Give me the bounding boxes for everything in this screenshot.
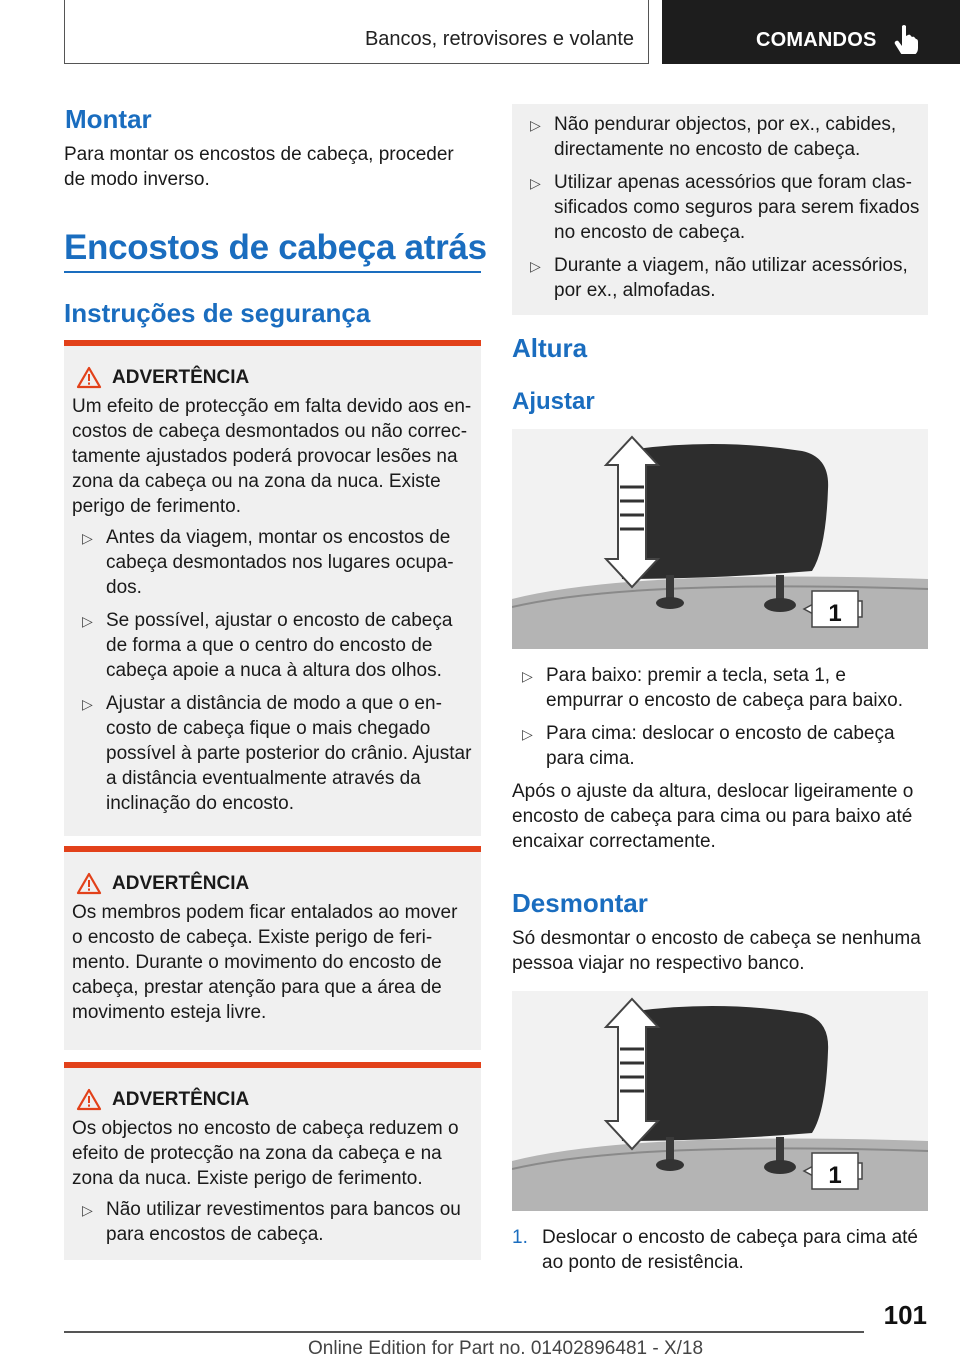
page-number: 101 — [883, 1300, 927, 1330]
triangle-bullet-icon: ▷ — [522, 668, 533, 684]
pointing-hand-icon — [894, 24, 920, 54]
safety-heading: Instruções de segurança — [64, 298, 371, 328]
list-item: ▷ Se possível, ajustar o encosto de cabeça de forma a que o centro do encosto de cabeça apoie a nuca à altura dos olhos. — [82, 610, 453, 681]
note-box — [512, 104, 928, 315]
headrest-illustration — [512, 429, 928, 649]
triangle-bullet-icon: ▷ — [522, 726, 533, 742]
ajustar-heading: Ajustar — [512, 388, 595, 415]
mount-heading: Montar — [65, 104, 152, 134]
title-underline — [64, 271, 481, 273]
headrest-figure-2 — [512, 991, 928, 1211]
list-item: ▷ Para cima: deslocar o encosto de cabeça para cima. — [522, 723, 895, 769]
warning-triangle-icon — [76, 1088, 102, 1111]
page-title: Encostos de cabeça atrás — [64, 228, 487, 267]
footer-edition: Online Edition for Part no. 01402896481 - X/18 — [308, 1338, 704, 1359]
figure-callout-1: 1 — [828, 1162, 842, 1189]
warning-title: ADVERTÊNCIA — [72, 872, 473, 896]
figure-callout-1: 1 — [828, 600, 842, 627]
warning-bullets — [72, 525, 473, 816]
desmontar-heading: Desmontar — [512, 888, 648, 918]
list-item: ▷ Ajustar a distância de modo a que o encosto de cabeça fique o mais chegado possível à parte posterior do crânio. Ajustar a distância eventualmente através da inclinação do encosto. — [82, 693, 472, 814]
step-number: 1. — [512, 1227, 528, 1248]
list-item: ▷ Antes da viagem, montar os encostos de cabeça desmontados nos lugares ocupados. — [82, 527, 454, 598]
warning-title: ADVERTÊNCIA — [72, 366, 473, 390]
header-chapter-title: COMANDOS — [756, 29, 877, 51]
triangle-bullet-icon: ▷ — [530, 175, 541, 191]
mount-text: Para montar os encostos de cabeça, proceder de modo inverso. — [64, 144, 454, 190]
list-item: ▷ Para baixo: premir a tecla, seta 1, e empurrar o encosto de cabeça para baixo. — [522, 665, 903, 711]
desmontar-text: Só desmontar o encosto de cabeça se nenhuma pessoa viajar no respectivo banco. — [512, 928, 921, 974]
triangle-bullet-icon: ▷ — [530, 258, 541, 274]
triangle-bullet-icon: ▷ — [82, 613, 93, 629]
list-item: ▷ Durante a viagem, não utilizar acessórios, por ex., almofadas. — [530, 255, 908, 301]
warning-triangle-icon — [76, 872, 102, 895]
headrest-illustration — [512, 991, 928, 1211]
list-item: 1. Deslocar o encosto de cabeça para cima até ao ponto de resistência. — [512, 1227, 918, 1273]
list-item: ▷ Não utilizar revestimentos para bancos ou para encostos de cabeça. — [82, 1199, 461, 1245]
warning-box-1 — [64, 340, 481, 836]
header-section-title: Bancos, retrovisores e volante — [364, 28, 634, 50]
warning-bullets — [72, 1197, 473, 1247]
warning-body: Um efeito de protecção em falta devido aos encostos de cabeça desmontados ou não correctamente ajustados poderá provocar lesões na zona da cabeça ou na zona da nuca. Existe perigo de ferimento. — [72, 396, 472, 517]
header-section-box — [64, 0, 649, 64]
warning-title: ADVERTÊNCIA — [72, 1088, 473, 1112]
warning-body: Os objectos no encosto de cabeça reduzem o efeito de protecção na zona da cabeça e na zona da nuca. Existe perigo de ferimento. — [72, 1118, 459, 1189]
warning-box-2 — [64, 846, 481, 1050]
triangle-bullet-icon: ▷ — [530, 117, 541, 133]
warning-triangle-icon — [76, 366, 102, 389]
list-item: ▷ Utilizar apenas acessórios que foram classificados como seguros para serem fixados no encosto de cabeça. — [530, 172, 920, 243]
ajustar-list — [512, 663, 928, 779]
triangle-bullet-icon: ▷ — [82, 696, 93, 712]
triangle-bullet-icon: ▷ — [82, 530, 93, 546]
warning-body: Os membros podem ficar entalados ao mover o encosto de cabeça. Existe perigo de ferimento. Durante o movimento do encosto de cabeça, prestar atenção para que a área de movimento esteja livre. — [72, 902, 458, 1023]
note-bullets — [520, 112, 920, 303]
warning-box-3 — [64, 1062, 481, 1260]
footer-rule — [64, 1331, 864, 1333]
header-chapter-tab[interactable] — [662, 0, 960, 64]
list-item: ▷ Não pendurar objectos, por ex., cabides, directamente no encosto de cabeça. — [530, 114, 897, 160]
headrest-figure-1 — [512, 429, 928, 649]
triangle-bullet-icon: ▷ — [82, 1202, 93, 1218]
desmontar-steps — [512, 1225, 928, 1275]
altura-heading: Altura — [512, 333, 588, 363]
ajustar-text: Após o ajuste da altura, deslocar ligeiramente o encosto de cabeça para cima ou para baixo até encaixar correctamente. — [512, 781, 914, 852]
